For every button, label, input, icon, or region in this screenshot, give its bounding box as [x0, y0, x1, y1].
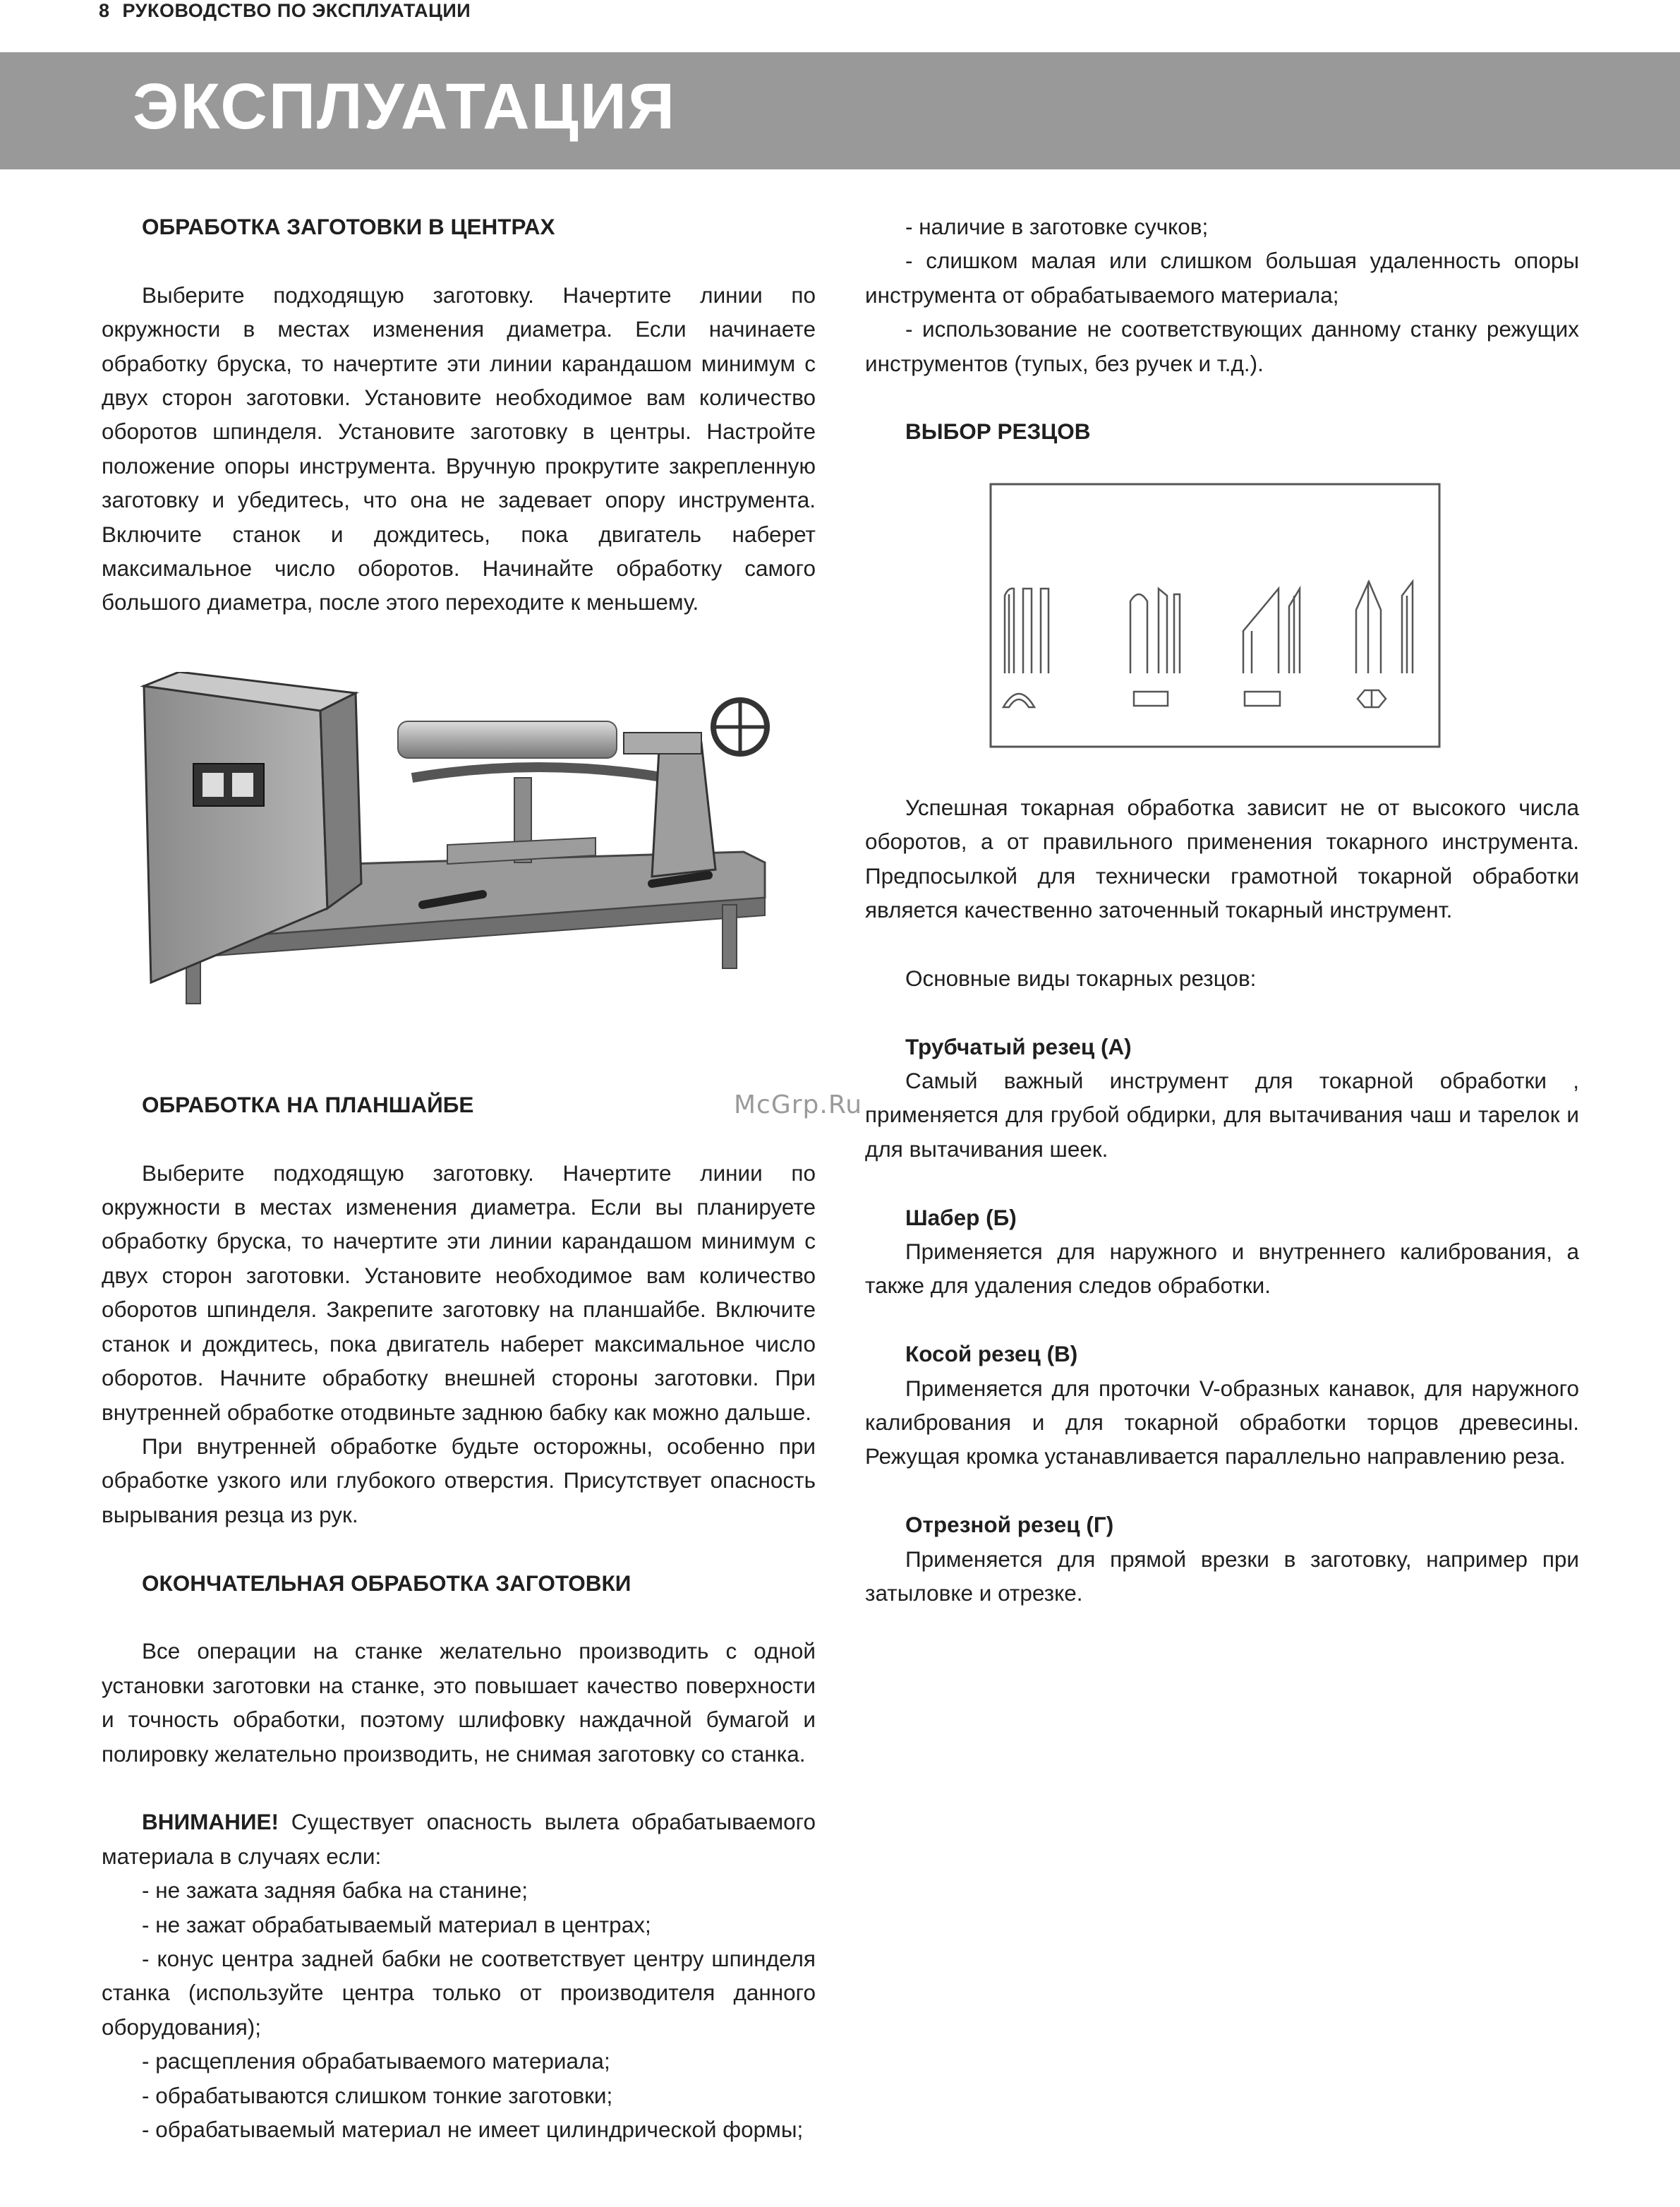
warning-label: ВНИМАНИЕ!: [142, 1809, 279, 1835]
paragraph-centers: Выберите подходящую заготовку. Начертите линии по окружности в местах изменения диаметра. Если начинаете обработку бруска, то начертите эти линии карандашом минимум с двух сторон заготовки. Установите необходимое вам количество оборотов шпинделя. Установите заготовку в центры. Настройте положение опоры инструмента. Вручную прокрутите закрепленную заготовку и убедитесь, что она не задевает опору инструмента. Включите станок и дождитесь, пока двигатель наберет максимальное число оборотов. Начинайте обработку самого большого диаметра, после этого переходите к меньшему.: [102, 282, 816, 615]
tool-d-text: Применяется для прямой врезки в заготовку, например при затыловке и отрезке.: [865, 1546, 1579, 1606]
warning-item: - наличие в заготовке сучков;: [905, 214, 1209, 239]
paragraph-turning-intro: Успешная токарная обработка зависит не от высокого числа оборотов, а от правильного применения токарного инструмента. Предпосылкой для технически грамотной токарной обработки является качественно заточенный токарный инструмент.: [865, 794, 1579, 923]
tool-c-text: Применяется для проточки V-образных канавок, для наружного калибрования и для токарной обработки торцов древесины. Режущая кромка устанавливается параллельно направлению реза.: [865, 1375, 1579, 1469]
paragraph-finishing: Все операции на станке желательно производить с одной установки заготовки на станке, это повышает качество поверхности и точность обработки, поэтому шлифовку наждачной бумагой и полировку желательно производить, не снимая заготовку со станка.: [102, 1638, 816, 1767]
warning-paragraph: [102, 1805, 816, 1873]
tool-c-title: Косой резец (В): [905, 1341, 1078, 1367]
section-banner: [0, 52, 1680, 169]
tool-b-text: Применяется для наружного и внутреннего калибрования, а также для удаления следов обработки.: [865, 1239, 1579, 1299]
heading-centers: ОБРАБОТКА ЗАГОТОВКИ В ЦЕНТРАХ: [142, 214, 555, 239]
right-column: [865, 210, 1579, 1611]
heading-faceplate: ОБРАБОТКА НА ПЛАНШАЙБЕ: [142, 1091, 474, 1117]
warning-text: Существует опасность вылета обрабатываемого материала в случаях если:: [102, 1809, 816, 1869]
warning-item: - не зажат обрабатываемый материал в центрах;: [142, 1911, 651, 1937]
page-title: ЭКСПЛУАТАЦИЯ: [133, 71, 676, 143]
paragraph-faceplate-2: При внутренней обработке будьте осторожны, особенно при обработке узкого или глубокого отверстия. Присутствует опасность вырывания резца из рук.: [102, 1433, 816, 1527]
warning-item: - не зажата задняя бабка на станине;: [142, 1877, 528, 1904]
warning-item: - расщепления обрабатываемого материала;: [142, 2048, 610, 2074]
warning-item: - обрабатываемый материал не имеет цилиндрической формы;: [142, 2116, 804, 2142]
page-number: 8: [99, 0, 110, 21]
heading-tool-selection: ВЫБОР РЕЗЦОВ: [905, 419, 1091, 445]
heading-finishing: ОКОНЧАТЕЛЬНАЯ ОБРАБОТКА ЗАГОТОВКИ: [142, 1570, 631, 1596]
cutting-tools-figure: [989, 483, 1441, 748]
warning-item: - слишком малая или слишком большая удаленность опоры инструмента от обрабатываемого материала;: [865, 248, 1579, 308]
running-header: [99, 0, 471, 21]
tool-a-title: Трубчатый резец (А): [905, 1033, 1132, 1059]
warning-item: - использование не соответствующих данному станку режущих инструментов (тупых, без ручек и т.д.).: [865, 316, 1579, 376]
tool-b-title: Шабер (Б): [905, 1204, 1017, 1230]
lathe-illustration: [102, 672, 814, 1025]
watermark: McGrp.Ru: [734, 1090, 863, 1119]
paragraph-faceplate-1: Выберите подходящую заготовку. Начертите линии по окружности в местах изменения диаметра. Если вы планируете обработку бруска, то начертите эти линии карандашом минимум с двух сторон заготовки. Установите необходимое вам количество оборотов шпинделя. Закрепите заготовку на планшайбе. Включите станок и дождитесь, пока двигатель наберет максимальное число оборотов. Начните обработку внешней стороны заготовки. При внутренней обработке отодвиньте заднюю бабку как можно дальше.: [102, 1160, 816, 1425]
warning-item: - обрабатываются слишком тонкие заготовки;: [142, 2082, 613, 2108]
running-title: РУКОВОДСТВО ПО ЭКСПЛУАТАЦИИ: [122, 0, 471, 21]
left-column: [102, 210, 816, 2146]
tool-d-title: Отрезной резец (Г): [905, 1512, 1114, 1538]
tool-a-text: Самый важный инструмент для токарной обработки , применяется для грубой обдирки, для вытачивания чаш и тарелок и для вытачивания шеек.: [865, 1068, 1579, 1162]
paragraph-tool-types: Основные виды токарных резцов:: [905, 965, 1257, 991]
warning-item: - конус центра задней бабки не соответствует центру шпинделя станка (используйте центра только от производителя данного оборудования);: [102, 1945, 816, 2040]
